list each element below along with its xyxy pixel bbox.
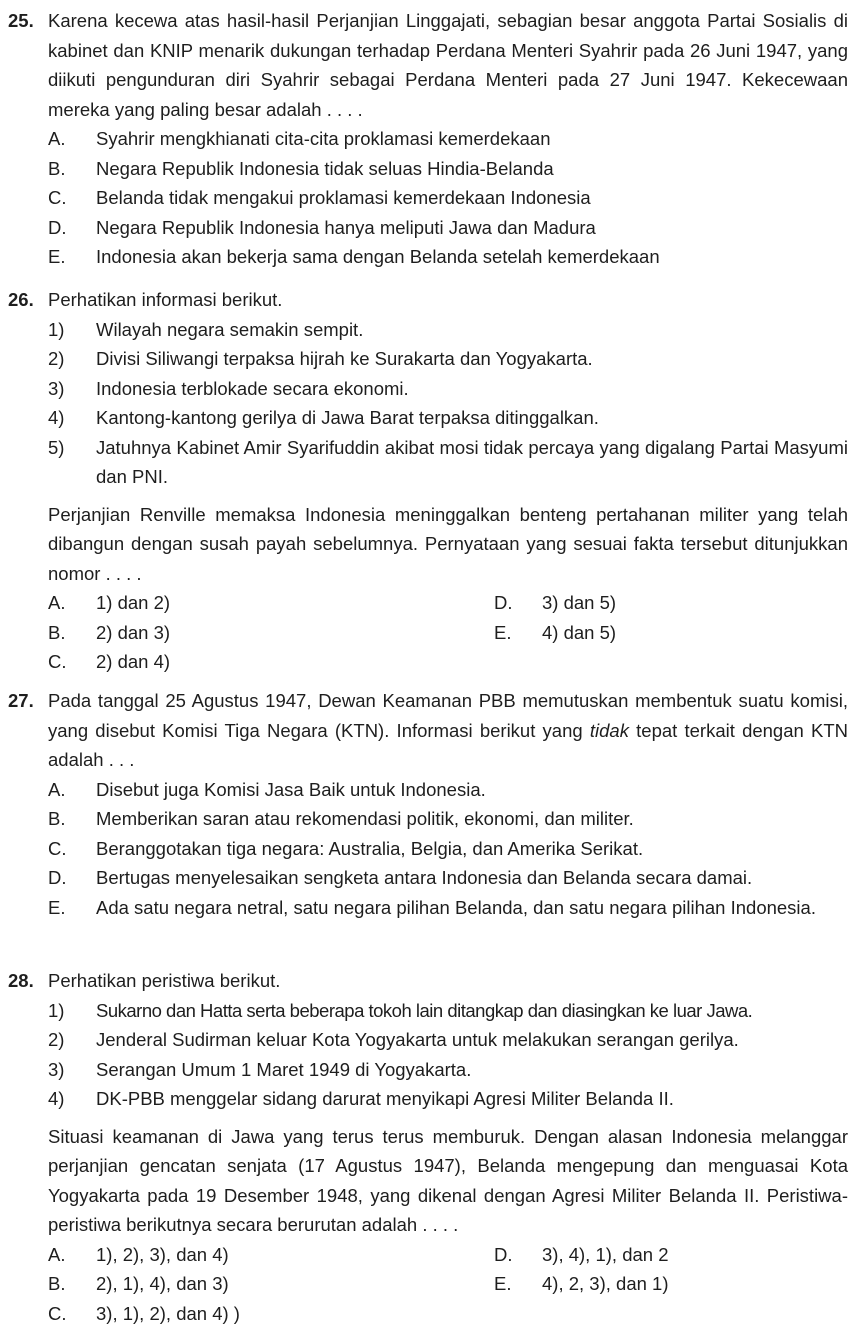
item-text: Indonesia terblokade secara ekonomi. xyxy=(96,377,409,399)
item-number: 4) xyxy=(48,407,65,428)
option-letter: B. xyxy=(48,808,66,829)
option-letter: A. xyxy=(48,592,66,613)
option-b[interactable] xyxy=(48,1269,494,1299)
options-grid xyxy=(0,588,848,677)
option-text: Ada satu negara netral, satu negara pilihan Belanda, dan satu negara pilihan Indonesia. xyxy=(96,896,816,918)
option-text: 2) dan 3) xyxy=(96,621,171,643)
option-text: Bertugas menyelesaikan sengketa antara Indonesia dan Belanda secara damai. xyxy=(96,867,753,888)
stem-text: Pada tanggal 25 Agustus 1947, Dewan Keamanan PBB memutuskan membentuk suatu komisi, yang disebut Komisi Tiga Negara (KTN). Informasi berikut yang xyxy=(48,690,848,741)
stem-emphasis: tidak xyxy=(589,719,629,741)
option-c[interactable] xyxy=(48,834,848,864)
statement-item xyxy=(48,433,848,492)
option-d[interactable] xyxy=(494,588,848,618)
item-text: Serangan Umum 1 Maret 1949 di Yogyakarta. xyxy=(96,1058,472,1080)
option-a[interactable] xyxy=(48,588,494,618)
option-a[interactable] xyxy=(48,1240,494,1270)
question-number: 28. xyxy=(8,970,34,991)
question-number: 27. xyxy=(8,690,34,711)
option-c[interactable] xyxy=(48,1299,494,1329)
option-e[interactable] xyxy=(494,618,848,648)
option-letter: E. xyxy=(48,896,66,918)
option-text: Negara Republik Indonesia tidak seluas Hindia-Belanda xyxy=(96,157,554,179)
option-text: 2), 1), 4), dan 3) xyxy=(96,1273,229,1294)
item-number: 5) xyxy=(48,436,65,458)
option-letter: C. xyxy=(48,651,67,672)
option-letter: B. xyxy=(48,1273,66,1294)
option-c[interactable] xyxy=(48,647,494,677)
item-text: Divisi Siliwangi terpaksa hijrah ke Surakarta dan Yogyakarta. xyxy=(96,348,593,369)
option-text: Syahrir mengkhianati cita-cita proklamasi kemerdekaan xyxy=(96,128,551,149)
item-number: 3) xyxy=(48,1058,65,1080)
option-a[interactable] xyxy=(48,124,848,154)
statement-item xyxy=(48,403,848,433)
statement-item xyxy=(48,1084,848,1114)
option-letter: D. xyxy=(48,867,67,888)
option-a[interactable] xyxy=(48,775,848,805)
option-text: Indonesia akan bekerja sama dengan Belanda setelah kemerdekaan xyxy=(96,246,660,267)
option-letter: E. xyxy=(48,246,66,267)
option-letter: D. xyxy=(494,592,513,613)
option-d[interactable] xyxy=(494,1240,848,1270)
item-text: DK-PBB menggelar sidang darurat menyikapi Agresi Militer Belanda II. xyxy=(96,1088,674,1109)
item-text: Wilayah negara semakin sempit. xyxy=(96,318,364,340)
option-e[interactable] xyxy=(48,893,848,923)
option-text: Memberikan saran atau rekomendasi politik, ekonomi, dan militer. xyxy=(96,808,634,829)
statement-item xyxy=(48,374,848,404)
option-text: Disebut juga Komisi Jasa Baik untuk Indonesia. xyxy=(96,778,486,800)
question-stem: Perhatikan informasi berikut. xyxy=(48,289,283,310)
item-text: Sukarno dan Hatta serta beberapa tokoh lain ditangkap dan diasingkan ke luar Jawa. xyxy=(96,999,753,1021)
question-27 xyxy=(0,686,848,922)
option-letter: B. xyxy=(48,157,66,179)
item-number: 4) xyxy=(48,1088,65,1109)
option-text: 3) dan 5) xyxy=(542,592,617,613)
item-text: Jenderal Sudirman keluar Kota Yogyakarta untuk melakukan serangan gerilya. xyxy=(96,1029,739,1050)
question-stem: Perhatikan peristiwa berikut. xyxy=(48,970,281,991)
item-text: Jatuhnya Kabinet Amir Syarifuddin akibat mosi tidak percaya yang digalang Partai Masyumi dan PNI. xyxy=(96,436,848,487)
option-e[interactable] xyxy=(48,242,848,272)
option-text: 3), 1), 2), dan 4) ) xyxy=(96,1302,240,1324)
item-number: 3) xyxy=(48,377,65,399)
question-paragraph: Perjanjian Renville memaksa Indonesia meninggalkan benteng pertahanan militer yang telah dibangun dengan susah payah sebelumnya. Pernyataan yang sesuai fakta tersebut ditunjukkan nomor . . . . xyxy=(48,503,848,584)
option-letter: A. xyxy=(48,1243,66,1265)
options-grid xyxy=(0,1240,848,1329)
option-letter: E. xyxy=(494,621,512,643)
question-number: 25. xyxy=(8,10,34,31)
option-letter: D. xyxy=(494,1243,513,1265)
option-text: 1) dan 2) xyxy=(96,592,171,613)
option-letter: A. xyxy=(48,128,66,149)
stem-text: tepat terkait dengan KTN adalah . . . xyxy=(48,719,848,770)
option-text: 4), 2, 3), dan 1) xyxy=(542,1273,669,1294)
statement-item xyxy=(48,1025,848,1055)
item-number: 2) xyxy=(48,1029,65,1050)
question-28 xyxy=(0,966,848,1328)
option-letter: E. xyxy=(494,1273,512,1294)
option-b[interactable] xyxy=(48,618,494,648)
item-number: 1) xyxy=(48,999,65,1021)
option-text: Belanda tidak mengakui proklamasi kemerdekaan Indonesia xyxy=(96,187,591,208)
option-letter: B. xyxy=(48,621,66,643)
question-26 xyxy=(0,285,848,677)
option-text: 1), 2), 3), dan 4) xyxy=(96,1243,229,1265)
question-paragraph: Situasi keamanan di Jawa yang terus terus memburuk. Dengan alasan Indonesia melanggar perjanjian gencatan senjata (17 Agustus 1947), Belanda mengepung dan menguasai Kota Yogyakarta pada 19 Desember 1948, yang dikenal dengan Agresi Militer Belanda II. Peristiwa-peristiwa berikutnya secara berurutan adalah . . . . xyxy=(48,1125,848,1235)
option-letter: C. xyxy=(48,837,67,859)
question-stem: Karena kecewa atas hasil-hasil Perjanjian Linggajati, sebagian besar anggota Partai Sosialis di kabinet dan KNIP menarik dukungan terhadap Perdana Menteri Syahrir pada 26 Juni 1947, yang diikuti pengunduran diri Syahrir sebagai Perdana Menteri pada 27 Juni 1947. Kekecewaan mereka yang paling besar adalah . . . . xyxy=(48,10,848,120)
option-letter: C. xyxy=(48,187,67,208)
option-b[interactable] xyxy=(48,804,848,834)
statement-item xyxy=(48,315,848,345)
item-text: Kantong-kantong gerilya di Jawa Barat terpaksa ditinggalkan. xyxy=(96,407,599,428)
option-text: 2) dan 4) xyxy=(96,651,171,672)
statement-item xyxy=(48,996,848,1026)
option-e[interactable] xyxy=(494,1269,848,1299)
option-c[interactable] xyxy=(48,183,848,213)
question-stem xyxy=(48,686,848,775)
item-number: 1) xyxy=(48,318,65,340)
option-d[interactable] xyxy=(48,213,848,243)
item-number: 2) xyxy=(48,348,65,369)
option-text: Beranggotakan tiga negara: Australia, Belgia, dan Amerika Serikat. xyxy=(96,837,644,859)
option-text: 3), 4), 1), dan 2 xyxy=(542,1243,669,1265)
question-number: 26. xyxy=(8,289,34,310)
option-d[interactable] xyxy=(48,863,848,893)
statement-item xyxy=(48,1055,848,1085)
option-letter: D. xyxy=(48,216,67,238)
option-letter: C. xyxy=(48,1302,67,1324)
option-letter: A. xyxy=(48,778,66,800)
question-25 xyxy=(0,6,848,272)
option-text: Negara Republik Indonesia hanya meliputi Jawa dan Madura xyxy=(96,216,596,238)
option-b[interactable] xyxy=(48,154,848,184)
option-text: 4) dan 5) xyxy=(542,621,617,643)
statement-item xyxy=(48,344,848,374)
